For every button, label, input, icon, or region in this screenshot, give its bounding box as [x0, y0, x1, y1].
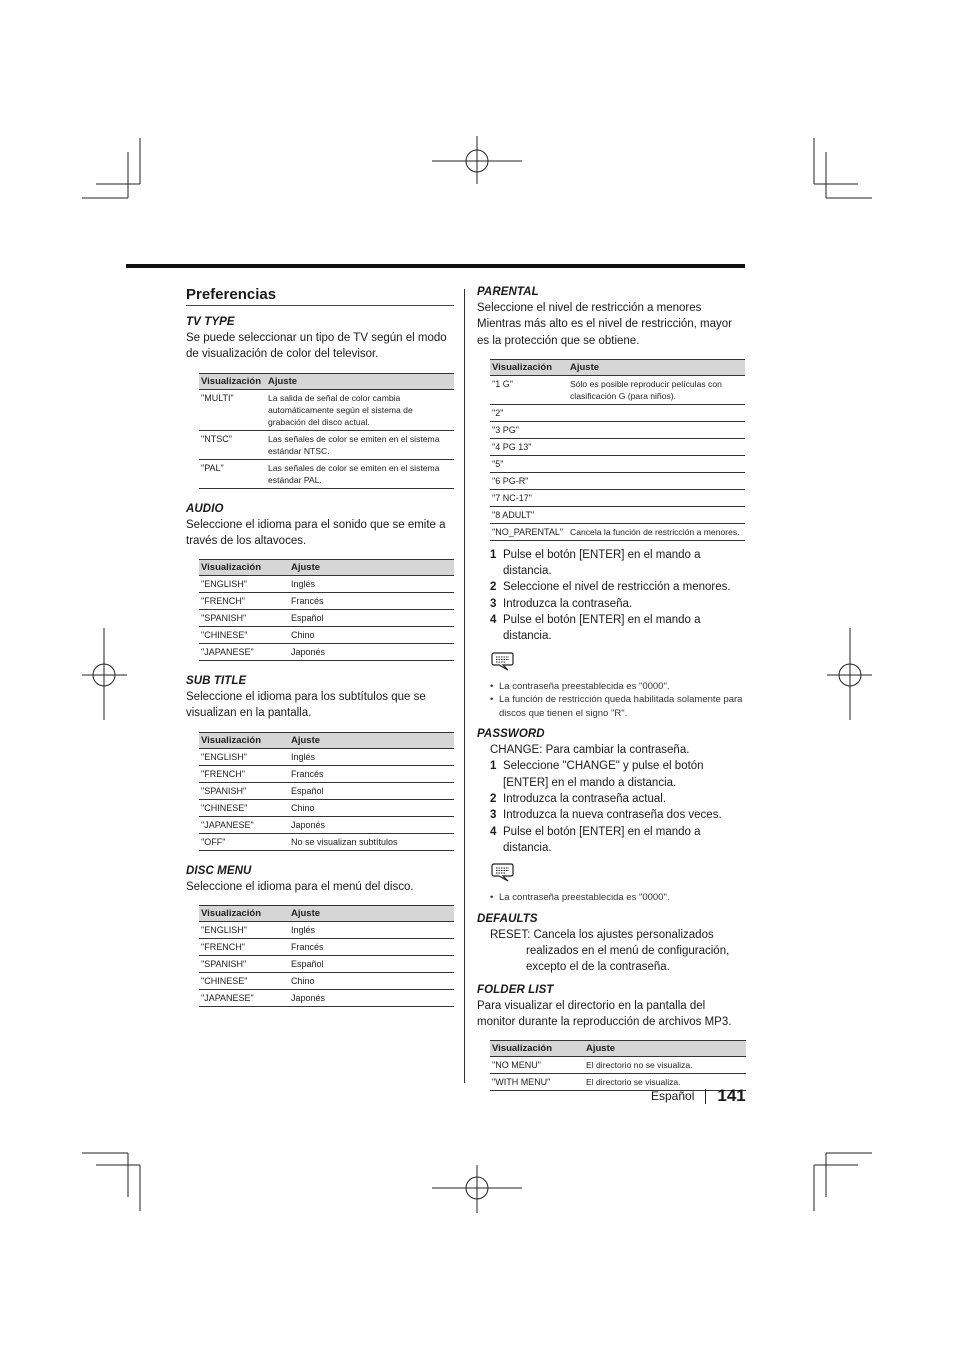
tv-type-table	[199, 373, 454, 489]
column-header: Ajuste	[289, 560, 454, 576]
table-row	[199, 389, 454, 430]
table-row	[199, 956, 454, 973]
disc-menu-description: Seleccione el idioma para el menú del disco.	[186, 880, 414, 893]
step-number: 2	[490, 793, 497, 806]
step-number: 1	[490, 760, 497, 773]
column-divider	[464, 289, 465, 1083]
step-number: 4	[490, 614, 497, 627]
table-cell: "CHINESE"	[199, 627, 289, 644]
table-cell: "FRENCH"	[199, 939, 289, 956]
table-cell: El directorio se visualiza.	[584, 1074, 746, 1091]
step-item	[490, 758, 745, 791]
column-header: Visualización	[199, 732, 289, 748]
parental-steps	[490, 547, 745, 645]
step-text: Pulse el botón [ENTER] en el mando a distancia.	[503, 548, 701, 578]
step-text: Seleccione "CHANGE" y pulse el botón [ENTER] en el mando a distancia.	[503, 760, 704, 789]
table-cell: "PAL"	[199, 459, 266, 488]
table-cell: "ENGLISH"	[199, 748, 289, 765]
step-item	[490, 807, 745, 823]
audio-description: Seleccione el idioma para el sonido que se emite a través de los altavoces.	[186, 518, 446, 547]
table-cell: "3 PG"	[490, 421, 568, 438]
column-header: Visualización	[199, 560, 289, 576]
table-cell: "JAPANESE"	[199, 644, 289, 661]
table-row	[490, 523, 745, 540]
step-item	[490, 791, 745, 807]
column-header: Ajuste	[568, 359, 745, 375]
column-header: Visualización	[490, 359, 568, 375]
table-row	[490, 472, 745, 489]
column-header: Visualización	[199, 373, 266, 389]
table-cell: "5"	[490, 455, 568, 472]
table-cell: Chino	[289, 973, 454, 990]
defaults-heading: DEFAULTS	[477, 912, 538, 925]
table-cell: "ENGLISH"	[199, 922, 289, 939]
column-header: Ajuste	[289, 906, 454, 922]
step-number: 3	[490, 809, 497, 822]
step-text: Introduzca la contraseña actual.	[503, 793, 667, 806]
table-cell: "OFF"	[199, 833, 289, 850]
table-row	[490, 455, 745, 472]
table-cell: Francés	[289, 765, 454, 782]
table-cell: "4 PG 13"	[490, 438, 568, 455]
step-item	[490, 824, 745, 857]
tv-type-heading: TV TYPE	[186, 316, 235, 328]
table-row	[199, 430, 454, 459]
column-header: Ajuste	[584, 1041, 746, 1057]
step-item	[490, 612, 745, 645]
table-cell: Español	[289, 610, 454, 627]
password-description: CHANGE: Para cambiar la contraseña.	[490, 744, 690, 757]
column-header: Ajuste	[266, 373, 454, 389]
audio-section	[186, 503, 454, 662]
table-row	[490, 438, 745, 455]
section-title: Preferencias	[186, 286, 454, 306]
table-cell: "7 NC-17"	[490, 489, 568, 506]
table-cell: Japonés	[289, 816, 454, 833]
table-row	[199, 748, 454, 765]
table-row	[199, 799, 454, 816]
table-cell: La salida de señal de color cambia automáticamente según el sistema de grabación del disco actual.	[266, 389, 454, 430]
table-row	[199, 782, 454, 799]
password-notes	[490, 891, 745, 905]
right-column	[477, 286, 745, 1091]
left-column	[186, 286, 454, 1007]
password-section	[477, 728, 745, 905]
table-cell: "6 PG-R"	[490, 472, 568, 489]
table-cell: Chino	[289, 799, 454, 816]
table-row	[199, 610, 454, 627]
password-heading: PASSWORD	[477, 728, 545, 741]
table-cell: "WITH MENU"	[490, 1074, 584, 1091]
column-header: Visualización	[490, 1041, 584, 1057]
table-cell: "JAPANESE"	[199, 816, 289, 833]
table-row	[490, 489, 745, 506]
table-cell: "1 G"	[490, 375, 568, 404]
table-cell: Francés	[289, 939, 454, 956]
table-row	[199, 644, 454, 661]
column-header: Ajuste	[289, 732, 454, 748]
table-cell: "CHINESE"	[199, 799, 289, 816]
parental-section	[477, 286, 745, 720]
table-cell: Cancela la función de restricción a menores.	[568, 523, 745, 540]
password-steps	[490, 758, 745, 856]
table-cell	[568, 472, 745, 489]
table-row	[199, 833, 454, 850]
table-cell: "2"	[490, 404, 568, 421]
disc-menu-table	[199, 905, 454, 1007]
sub-title-section	[186, 675, 454, 851]
table-cell: Español	[289, 782, 454, 799]
step-text: Introduzca la contraseña.	[503, 597, 633, 610]
table-cell: "ENGLISH"	[199, 576, 289, 593]
table-row	[199, 576, 454, 593]
table-row	[199, 816, 454, 833]
folder-list-heading: FOLDER LIST	[477, 983, 554, 996]
table-cell: "NTSC"	[199, 430, 266, 459]
parental-heading: PARENTAL	[477, 286, 539, 298]
parental-notes	[490, 680, 745, 721]
parental-description: Seleccione el nivel de restricción a menores Mientras más alto es el nivel de restricción, mayor es la protección que se obtiene.	[477, 302, 733, 347]
table-row	[490, 404, 745, 421]
table-cell: Español	[289, 956, 454, 973]
table-row	[199, 990, 454, 1007]
table-row	[199, 939, 454, 956]
table-row	[490, 375, 745, 404]
table-cell	[568, 489, 745, 506]
table-cell: "NO MENU"	[490, 1057, 584, 1074]
table-cell: "FRENCH"	[199, 593, 289, 610]
tv-type-description: Se puede seleccionar un tipo de TV según el modo de visualización de color del televisor.	[186, 332, 447, 361]
table-cell: "SPANISH"	[199, 782, 289, 799]
table-cell: Japonés	[289, 990, 454, 1007]
table-cell	[568, 438, 745, 455]
page-number: 141	[717, 1086, 746, 1105]
audio-table	[199, 559, 454, 661]
note-item: • La contraseña preestablecida es "0000".	[490, 680, 745, 694]
parental-table	[490, 359, 745, 541]
table-row	[199, 765, 454, 782]
table-cell	[568, 421, 745, 438]
page-footer	[651, 1086, 746, 1106]
defaults-section	[477, 913, 745, 976]
table-cell: Chino	[289, 627, 454, 644]
table-row	[199, 627, 454, 644]
table-cell: El directorio no se visualiza.	[584, 1057, 746, 1074]
tv-type-section	[186, 316, 454, 489]
sub-title-description: Seleccione el idioma para los subtítulos que se visualizan en la pantalla.	[186, 691, 426, 720]
audio-heading: AUDIO	[186, 502, 224, 515]
table-cell: Francés	[289, 593, 454, 610]
note-item: • La función de restricción queda habilitada solamente para discos que tienen el signo "R".	[490, 693, 745, 720]
table-cell	[568, 404, 745, 421]
table-cell: "NO_PARENTAL"	[490, 523, 568, 540]
step-number: 1	[490, 548, 497, 561]
sub-title-table	[199, 732, 454, 851]
disc-menu-section	[186, 865, 454, 1007]
table-cell: Sólo es posible reproducir películas con clasificación G (para niños).	[568, 375, 745, 404]
step-item	[490, 596, 745, 612]
step-text: Pulse el botón [ENTER] en el mando a distancia.	[503, 825, 701, 854]
table-row	[490, 1057, 746, 1074]
table-cell: No se visualizan subtítulos	[289, 833, 454, 850]
step-text: Seleccione el nivel de restricción a menores.	[503, 581, 731, 594]
table-cell: Inglés	[289, 748, 454, 765]
folder-list-table	[490, 1040, 746, 1091]
table-row	[199, 973, 454, 990]
defaults-description: RESET: Cancela los ajustes personalizados realizados en el menú de configuración, excepto el de la contraseña.	[490, 928, 730, 974]
table-cell	[568, 455, 745, 472]
table-row	[199, 593, 454, 610]
step-number: 3	[490, 597, 497, 610]
note-item: • La contraseña preestablecida es "0000".	[490, 891, 745, 905]
table-row	[199, 922, 454, 939]
note-icon	[491, 862, 515, 882]
table-cell: Japonés	[289, 644, 454, 661]
footer-language: Español	[651, 1089, 695, 1103]
table-cell: Inglés	[289, 922, 454, 939]
disc-menu-heading: DISC MENU	[186, 864, 252, 877]
table-cell: Las señales de color se emiten en el sistema estándar PAL.	[266, 459, 454, 488]
table-cell: "FRENCH"	[199, 765, 289, 782]
table-cell: Inglés	[289, 576, 454, 593]
sub-title-heading: SUB TITLE	[186, 675, 247, 688]
footer-separator	[705, 1089, 706, 1104]
step-text: Introduzca la nueva contraseña dos veces.	[503, 809, 722, 822]
folder-list-description: Para visualizar el directorio en la pantalla del monitor durante la reproducción de archivos MP3.	[477, 999, 732, 1028]
folder-list-section	[477, 984, 745, 1092]
table-cell: "CHINESE"	[199, 973, 289, 990]
top-rule	[126, 264, 745, 268]
note-icon	[491, 651, 515, 671]
table-row	[490, 421, 745, 438]
step-item	[490, 579, 745, 595]
table-cell: "MULTI"	[199, 389, 266, 430]
table-cell: "JAPANESE"	[199, 990, 289, 1007]
step-text: Pulse el botón [ENTER] en el mando a distancia.	[503, 614, 701, 643]
table-row	[199, 459, 454, 488]
step-number: 4	[490, 825, 497, 838]
table-cell: "SPANISH"	[199, 956, 289, 973]
column-header: Visualización	[199, 906, 289, 922]
table-row	[490, 506, 745, 523]
step-number: 2	[490, 581, 497, 594]
step-item	[490, 547, 745, 580]
table-cell: "8 ADULT"	[490, 506, 568, 523]
table-cell: "SPANISH"	[199, 610, 289, 627]
table-cell	[568, 506, 745, 523]
table-cell: Las señales de color se emiten en el sistema estándar NTSC.	[266, 430, 454, 459]
